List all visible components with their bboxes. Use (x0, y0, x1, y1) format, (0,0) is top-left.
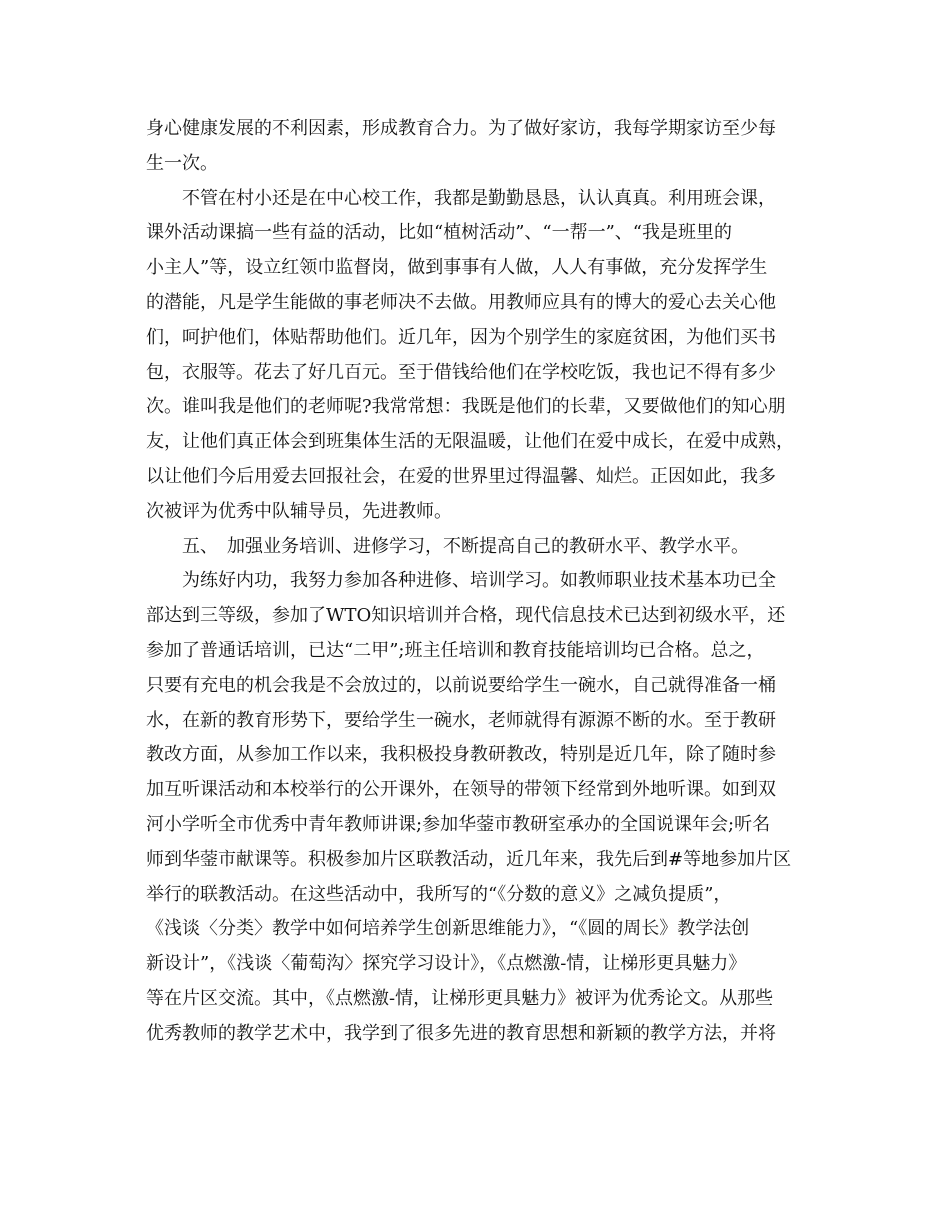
text-line: 身心健康发展的不利因素，形成教育合力。为了做好家访，我每学期家访至少每 (146, 118, 776, 139)
text-line: 师到华蓥市献课等。积极参加片区联教活动，近几年来，我先后到#等地参加片区 (146, 848, 792, 870)
text-line: 不管在村小还是在中心校工作，我都是勤勤恳恳，认认真真。利用班会课， (182, 187, 776, 209)
text-line: 次。谁叫我是他们的老师呢?我常常想：我既是他们的长辈，又要做他们的知心朋 (146, 396, 786, 418)
text-line: 《浅谈〈分类〉教学中如何培养学生创新思维能力》，“《圆的周长》教学法创 (146, 918, 750, 940)
text-line: 次被评为优秀中队辅导员，先进教师。 (146, 500, 452, 522)
text-line: 优秀教师的教学艺术中，我学到了很多先进的教育思想和新颖的教学方法，并将 (146, 1022, 776, 1044)
text-line: 友，让他们真正体会到班集体生活的无限温暖，让他们在爱中成长，在爱中成熟， (146, 431, 794, 453)
text-line: 参加了普通话培训，已达“二甲”;班主任培训和教育技能培训均已合格。总之， (146, 639, 765, 661)
text-line: 水，在新的教育形势下，要给学生一碗水，老师就得有源源不断的水。至于教研 (146, 709, 776, 731)
text-line: 举行的联教活动。在这些活动中，我所写的“《分数的意义》之减负提质”， (146, 883, 732, 905)
text-line: 小主人”等，设立红领巾监督岗，做到事事有人做，人人有事做，充分发挥学生 (146, 257, 768, 279)
text-line: 以让他们今后用爱去回报社会，在爱的世界里过得温馨、灿烂。正因如此，我多 (146, 465, 776, 487)
text-line: 课外活动课搞一些有益的活动，比如“植树活动”、“一帮一”、“我是班里的 (146, 222, 733, 244)
text-line: 包，衣服等。花去了好几百元。至于借钱给他们在学校吃饭，我也记不得有多少 (146, 361, 776, 383)
text-line: 河小学听全市优秀中青年教师讲课;参加华蓥市教研室承办的全国说课年会;听名 (146, 813, 771, 835)
text-line: 生一次。 (146, 152, 218, 174)
text-line: 部达到三等级，参加了WTO知识培训并合格，现代信息技术已达到初级水平，还 (146, 605, 786, 627)
text-line: 等在片区交流。其中，《点燃激-情，让梯形更具魅力》被评为优秀论文。从那些 (146, 987, 774, 1009)
text-line: 的潜能，凡是学生能做的事老师决不去做。用教师应具有的博大的爱心去关心他 (146, 291, 776, 313)
document-body-text (146, 112, 806, 1052)
text-line: 们，呵护他们，体贴帮助他们。近几年，因为个别学生的家庭贫困，为他们买书 (146, 326, 776, 348)
text-line: 只要有充电的机会我是不会放过的，以前说要给学生一碗水，自己就得准备一桶 (146, 674, 776, 696)
text-line: 加互听课活动和本校举行的公开课外，在领导的带领下经常到外地听课。如到双 (146, 779, 776, 801)
text-line: 五、 加强业务培训、进修学习，不断提高自己的教研水平、教学水平。 (182, 535, 749, 557)
text-line: 教改方面，从参加工作以来，我积极投身教研教改，特别是近几年，除了随时参 (146, 744, 776, 766)
text-line: 为练好内功，我努力参加各种进修、培训学习。如教师职业技术基本功已全 (182, 570, 776, 592)
text-line: 新设计”，《浅谈〈葡萄沟〉探究学习设计》，《点燃激-情，让梯形更具魅力》 (146, 953, 747, 975)
